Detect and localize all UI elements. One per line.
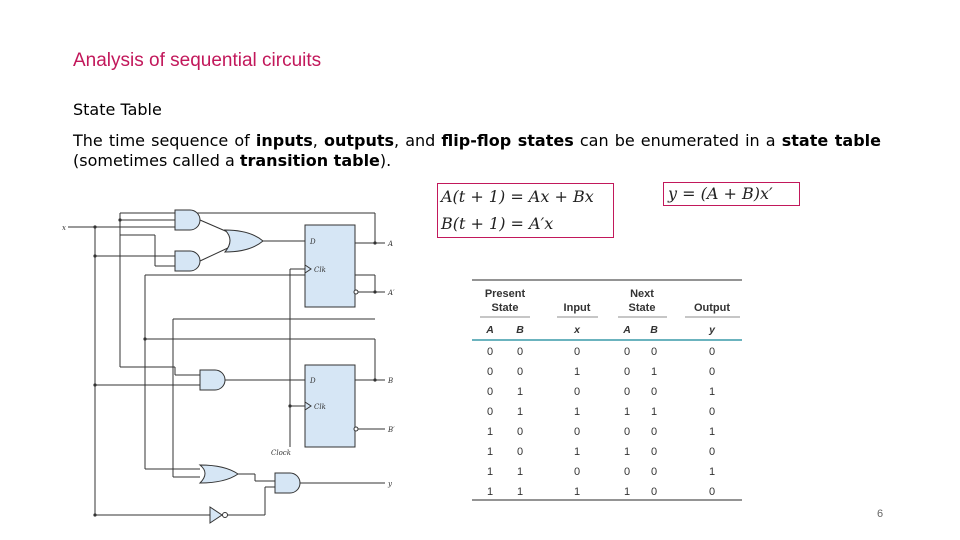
table-cell: 1 xyxy=(708,426,716,438)
junction xyxy=(93,383,96,386)
ff-b-qn-label: B′ xyxy=(388,426,395,434)
table-cell: 1 xyxy=(573,486,581,498)
table-cell: 0 xyxy=(650,486,658,498)
ff-b-q-label: B xyxy=(388,377,394,385)
table-cell: 1 xyxy=(516,386,524,398)
table-row xyxy=(487,466,715,478)
page-number: 6 xyxy=(877,508,884,520)
table-row xyxy=(487,346,715,358)
text-fragment: , xyxy=(312,131,324,150)
ff-a-d-label: D xyxy=(310,238,316,246)
column-header: x xyxy=(574,324,580,336)
table-cell: 1 xyxy=(623,406,631,418)
table-cell: 0 xyxy=(708,346,716,358)
table-cell: 0 xyxy=(623,366,631,378)
bold-term-outputs: outputs xyxy=(323,131,394,150)
table-cell: 0 xyxy=(708,366,716,378)
clock-label: Clock xyxy=(271,449,291,457)
column-header: A xyxy=(623,324,631,336)
header-output: Output xyxy=(693,302,731,314)
slide-title: Analysis of sequential circuits xyxy=(73,50,322,71)
table-cell: 0 xyxy=(650,346,658,358)
table-cell: 1 xyxy=(573,366,581,378)
table-cell: 0 xyxy=(623,386,631,398)
table-cell: 1 xyxy=(516,466,524,478)
table-cell: 1 xyxy=(516,486,524,498)
table-cell: 0 xyxy=(516,426,524,438)
bold-term-transition-table: transition table xyxy=(239,151,380,170)
equation-y-output: y = (A + B)x′ xyxy=(668,184,773,203)
table-cell: 0 xyxy=(573,346,581,358)
output-equation-box xyxy=(663,182,800,206)
junction xyxy=(93,225,96,228)
table-cell: 1 xyxy=(486,446,494,458)
table-cell: 0 xyxy=(516,446,524,458)
table-cell: 0 xyxy=(650,466,658,478)
ff-a-clk-label: Clk xyxy=(314,266,326,274)
table-cell: 1 xyxy=(708,466,716,478)
header-present-1: Present xyxy=(484,288,526,300)
table-cell: 0 xyxy=(708,406,716,418)
table-cell: 0 xyxy=(573,426,581,438)
bold-term-state-table: state table xyxy=(781,131,882,150)
table-row xyxy=(487,366,715,378)
table-cell: 0 xyxy=(650,386,658,398)
ff-b-d-label: D xyxy=(310,377,316,385)
table-cell: 0 xyxy=(650,446,658,458)
or-gate xyxy=(225,230,263,252)
table-row xyxy=(487,486,715,498)
column-header-row xyxy=(485,324,716,336)
inversion-bubble xyxy=(354,427,358,431)
table-row xyxy=(487,386,715,398)
equation-a-next: A(t + 1) = Ax + Bx xyxy=(441,187,594,206)
table-cell: 0 xyxy=(516,346,524,358)
text-fragment: ). xyxy=(379,151,392,170)
table-cell: 0 xyxy=(486,406,494,418)
output-y-label: y xyxy=(388,480,392,488)
header-next-1: Next xyxy=(630,288,654,300)
and-gate xyxy=(200,370,225,390)
junction xyxy=(93,254,96,257)
table-cell: 0 xyxy=(708,486,716,498)
table-row xyxy=(487,406,715,418)
and-gate xyxy=(175,251,200,271)
table-cell: 1 xyxy=(708,386,716,398)
section-subheading: State Table xyxy=(73,100,162,119)
column-header: B xyxy=(516,324,524,336)
table-cell: 1 xyxy=(486,466,494,478)
inversion-bubble xyxy=(223,513,228,518)
table-cell: 1 xyxy=(573,446,581,458)
table-cell: 0 xyxy=(623,346,631,358)
table-body xyxy=(487,346,715,498)
logic-circuit-diagram xyxy=(55,185,400,525)
table-cell: 1 xyxy=(650,366,658,378)
table-row xyxy=(487,446,715,458)
and-gate xyxy=(275,473,300,493)
table-cell: 0 xyxy=(486,386,494,398)
ff-a-q-label: A xyxy=(388,240,394,248)
text-fragment: , and xyxy=(394,131,442,150)
junction xyxy=(143,337,146,340)
junction xyxy=(373,241,376,244)
table-row xyxy=(487,426,715,438)
and-gate xyxy=(175,210,200,230)
table-cell: 1 xyxy=(486,426,494,438)
table-cell: 1 xyxy=(573,406,581,418)
text-fragment: (sometimes called a xyxy=(73,151,240,170)
table-cell: 0 xyxy=(708,446,716,458)
not-gate xyxy=(210,507,222,523)
wire xyxy=(200,247,230,261)
or-gate xyxy=(200,465,238,483)
table-cell: 0 xyxy=(486,366,494,378)
state-table xyxy=(470,276,748,506)
text-fragment: can be enumerated in a xyxy=(573,131,782,150)
bold-term-flip-flop-states: flip-flop states xyxy=(441,131,574,150)
junction xyxy=(93,513,96,516)
junction xyxy=(288,404,291,407)
header-present-2: State xyxy=(491,302,519,314)
junction xyxy=(373,290,376,293)
column-header: A xyxy=(486,324,494,336)
ff-b-clk-label: Clk xyxy=(314,403,326,411)
table-cell: 1 xyxy=(623,486,631,498)
description-paragraph xyxy=(73,131,881,171)
ff-a-qn-label: A′ xyxy=(388,289,395,297)
table-cell: 0 xyxy=(573,466,581,478)
bold-term-inputs: inputs xyxy=(255,131,313,150)
table-cell: 0 xyxy=(573,386,581,398)
table-cell: 0 xyxy=(516,366,524,378)
header-input: Input xyxy=(563,302,591,314)
input-x-label: x xyxy=(62,224,66,232)
junction xyxy=(118,218,121,221)
table-cell: 1 xyxy=(650,406,658,418)
text-fragment: The time sequence of xyxy=(73,131,256,150)
header-next-2: State xyxy=(628,302,656,314)
equation-b-next: B(t + 1) = A′x xyxy=(441,214,554,233)
table-cell: 0 xyxy=(623,466,631,478)
table-cell: 1 xyxy=(516,406,524,418)
table-cell: 1 xyxy=(486,486,494,498)
table-cell: 0 xyxy=(623,426,631,438)
table-cell: 0 xyxy=(486,346,494,358)
inversion-bubble xyxy=(354,290,358,294)
column-header: B xyxy=(650,324,658,336)
state-equations-box xyxy=(437,183,614,238)
table-cell: 1 xyxy=(623,446,631,458)
table-cell: 0 xyxy=(650,426,658,438)
column-header: y xyxy=(709,324,715,336)
